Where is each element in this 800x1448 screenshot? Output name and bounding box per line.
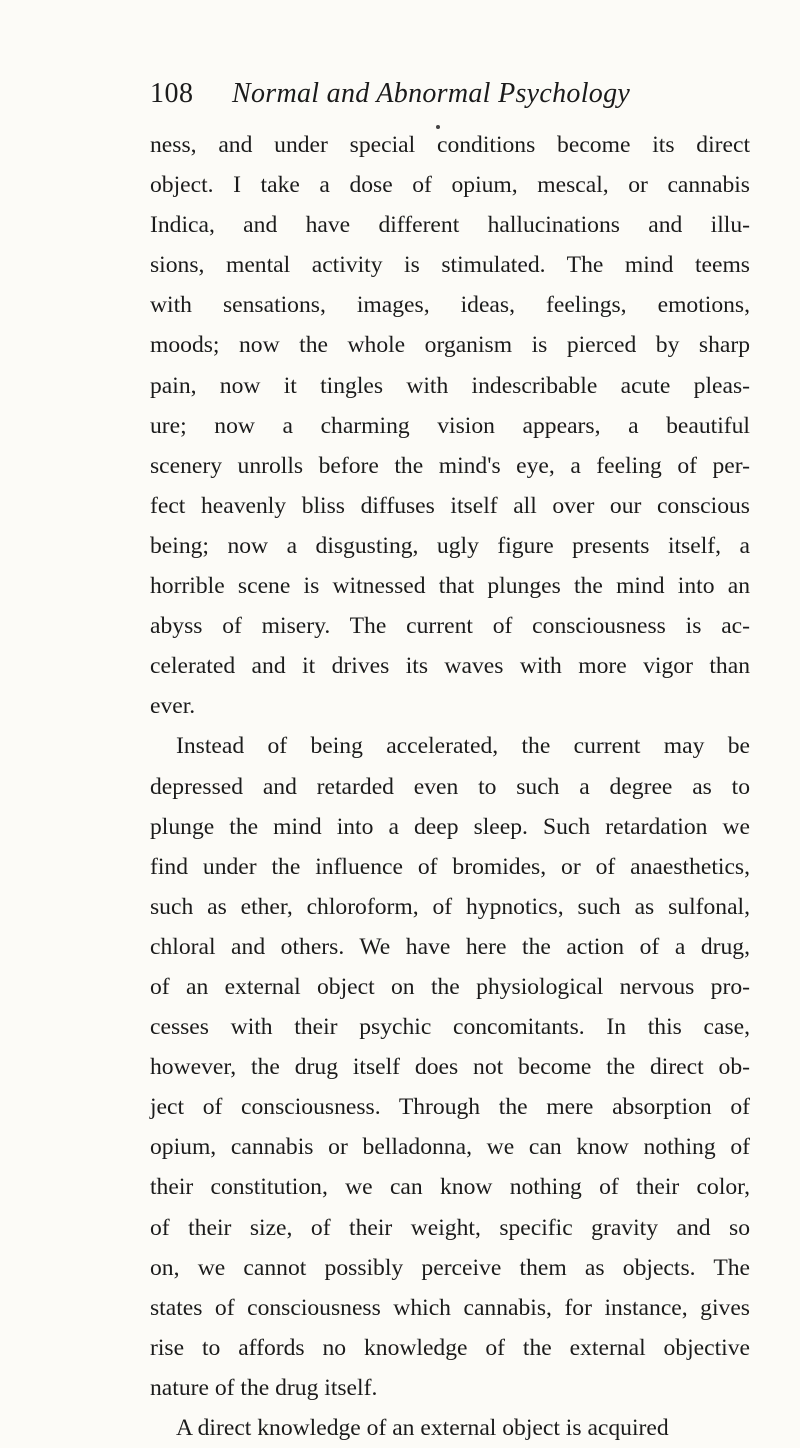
text-line: depressed and retarded even to such a degree as to bbox=[150, 773, 750, 800]
paragraph-start-line: Instead of being accelerated, the current may be bbox=[176, 733, 750, 760]
text-line: on, we cannot possibly perceive them as objects. The bbox=[150, 1254, 750, 1281]
text-line: their constitution, we can know nothing of their color, bbox=[150, 1174, 750, 1201]
text-line: with sensations, images, ideas, feelings, emotions, bbox=[150, 292, 750, 319]
text-line: chloral and others. We have here the action of a drug, bbox=[150, 933, 750, 960]
text-line: find under the influence of bromides, or of anaesthetics, bbox=[150, 853, 750, 880]
text-line: being; now a disgusting, ugly figure presents itself, a bbox=[150, 532, 750, 559]
text-line: ure; now a charming vision appears, a beautiful bbox=[150, 412, 750, 439]
paragraph-end-line: nature of the drug itself. bbox=[150, 1374, 378, 1401]
page-number: 108 bbox=[150, 78, 194, 109]
text-line: opium, cannabis or belladonna, we can know nothing of bbox=[150, 1134, 750, 1161]
text-line: states of consciousness which cannabis, for instance, gives bbox=[150, 1294, 750, 1321]
text-line: of an external object on the physiological nervous pro- bbox=[150, 973, 750, 1000]
text-line: ness, and under special conditions become its direct bbox=[150, 132, 750, 158]
text-line: of their size, of their weight, specific gravity and so bbox=[150, 1214, 750, 1241]
text-line: object. I take a dose of opium, mescal, or cannabis bbox=[150, 172, 750, 199]
text-line: rise to affords no knowledge of the external objective bbox=[150, 1334, 750, 1361]
text-line: moods; now the whole organism is pierced by sharp bbox=[150, 332, 750, 359]
text-line: plunge the mind into a deep sleep. Such retardation we bbox=[150, 813, 750, 840]
book-title: Normal and Abnormal Psychology bbox=[232, 78, 631, 109]
text-line: sions, mental activity is stimulated. The mind teems bbox=[150, 252, 750, 279]
text-line: cesses with their psychic concomitants. In this case, bbox=[150, 1014, 750, 1041]
text-line: abyss of misery. The current of consciousness is ac- bbox=[150, 613, 750, 640]
text-line: celerated and it drives its waves with more vigor than bbox=[150, 653, 750, 680]
text-line: however, the drug itself does not become the direct ob- bbox=[150, 1054, 750, 1081]
text-line: ject of consciousness. Through the mere absorption of bbox=[150, 1094, 750, 1121]
paragraph-start-line: A direct knowledge of an external object is acquired bbox=[176, 1415, 669, 1441]
text-line: scenery unrolls before the mind's eye, a feeling of per- bbox=[150, 452, 750, 479]
running-head bbox=[150, 74, 750, 114]
text-line: pain, now it tingles with indescribable acute pleas- bbox=[150, 372, 750, 399]
body-text bbox=[150, 125, 750, 1448]
paragraph-end-line: ever. bbox=[150, 693, 196, 720]
text-line: such as ether, chloroform, of hypnotics, such as sulfonal, bbox=[150, 893, 750, 920]
text-line: Indica, and have different hallucinations and illu- bbox=[150, 212, 750, 239]
text-line: fect heavenly bliss diffuses itself all over our conscious bbox=[150, 492, 750, 519]
text-line: horrible scene is witnessed that plunges the mind into an bbox=[150, 573, 750, 600]
